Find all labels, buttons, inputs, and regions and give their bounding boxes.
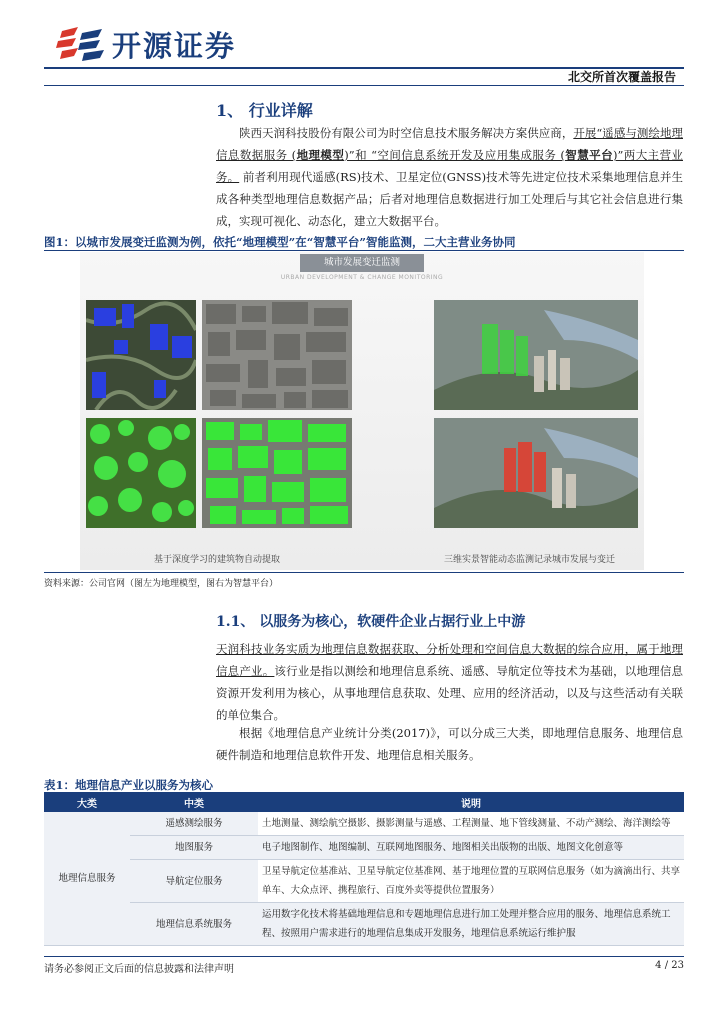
section-paragraph — [216, 122, 683, 232]
table-row — [44, 836, 684, 860]
figure-source: 资料来源：公司官网（图左为地理模型，图右为智慧平台） — [44, 579, 279, 589]
para-bold: 地理模型 — [296, 148, 345, 162]
logo-mark-icon — [56, 27, 108, 63]
table-row — [44, 903, 684, 946]
table-cell-description: 运用数字化技术将基础地理信息和专题地理信息进行加工处理并整合应用的服务、地理信息系统工程、按照用户需求进行的地理信息集成开发服务，地理信息系统运行维护服 — [258, 903, 684, 946]
table-cell-subcategory: 导航定位服务 — [130, 860, 258, 903]
3d-monitor-green-image — [434, 300, 638, 410]
table-header: 大类 — [44, 792, 130, 812]
para-underlined: )”两大主营业务。 — [216, 148, 683, 184]
table-cell-description: 土地测量、测绘航空摄影、摄影测量与遥感、工程测量、地下管线测量、不动产测绘、海洋测绘等 — [258, 812, 684, 836]
logo-text: 开源证券 — [112, 29, 237, 63]
subsection-heading: 1.1、 以服务为核心，软硬件企业占据行业上中游 — [216, 614, 526, 630]
company-logo — [56, 24, 236, 65]
table-cell-subcategory: 地图服务 — [130, 836, 258, 860]
figure-rule — [44, 250, 684, 251]
aerial-gray-image — [202, 300, 352, 410]
para-underlined: )”和 “空间信息系统开发及应用集成服务 ( — [344, 148, 565, 162]
figure-banner: 城市发展变迁监测 — [300, 254, 424, 272]
3d-monitor-red-image — [434, 418, 638, 528]
building-footprint-green-image — [202, 418, 352, 528]
table-cell-description: 卫星导航定位基准站、卫星导航定位基准网、基于地理位置的互联网信息服务（如为滴滴出行、共享单车、大众点评、携程旅行、百度外卖等提供位置服务） — [258, 860, 684, 903]
figure-caption-left: 基于深度学习的建筑物自动提取 — [154, 555, 281, 565]
footer-rule — [44, 956, 684, 957]
table-cell-subcategory: 遥感测绘服务 — [130, 812, 258, 836]
para-text: 陕西天润科技股份有限公司为时空信息技术服务解决方案供应商， — [239, 126, 574, 140]
subsection-paragraph-2: 根据《地理信息产业统计分类(2017)》，可以分成三大类，即地理信息服务、地理信息硬件制造和地理信息软件开发、地理信息相关服务。 — [216, 726, 683, 762]
table-row — [44, 860, 684, 903]
table-header: 说明 — [258, 792, 684, 812]
aerial-green-extraction-image — [86, 418, 196, 528]
page-number: 4 / 23 — [655, 960, 684, 971]
subsection-paragraph-1 — [216, 638, 683, 726]
header-rule-bottom — [44, 85, 684, 86]
industry-table — [44, 792, 684, 946]
table-cell-subcategory: 地理信息系统服务 — [130, 903, 258, 946]
table-row — [44, 812, 684, 836]
footer-disclaimer: 请务必参阅正文后面的信息披露和法律声明 — [44, 964, 234, 975]
figure-subtitle: URBAN DEVELOPMENT & CHANGE MONITORING — [280, 274, 444, 281]
table-cell-category: 地理信息服务 — [44, 812, 130, 946]
para-underlined: 天润科技业务实质为地理信息数据获取、分析处理和空间信息大数据的综合应用，属于地理信息产业。 — [216, 642, 683, 678]
figure-caption-right: 三维实景智能动态监测记录城市发展与变迁 — [444, 555, 616, 565]
section-heading: 1、 行业详解 — [216, 101, 313, 120]
table-title: 表1：地理信息产业以服务为核心 — [44, 778, 213, 792]
figure-image — [80, 252, 644, 570]
para-text: 前者利用现代遥感(RS)技术、卫星定位(GNSS)技术等先进定位技术采集地理信息并生成各种类型地理信息数据产品；后者对地理信息数据进行加工处理后与其它社会信息进行集成，实现可视化、动态化，建立大数据平台。 — [216, 170, 683, 228]
figure-rule-bottom — [44, 572, 684, 573]
aerial-blue-extraction-image — [86, 300, 196, 410]
para-text: 该行业是指以测绘和地理信息系统、遥感、导航定位等技术为基础，以地理信息资源开发利用为核心，从事地理信息获取、处理、应用的经济活动，以及与这些活动有关联的单位集合。 — [216, 664, 684, 722]
para-bold: 智慧平台 — [564, 148, 613, 162]
report-tag: 北交所首次覆盖报告 — [567, 70, 676, 84]
table-cell-description: 电子地图制作、地图编制、互联网地图服务、地图相关出版物的出版、地图文化创意等 — [258, 836, 684, 860]
table-header: 中类 — [130, 792, 258, 812]
figure-title: 图1：以城市发展变迁监测为例，依托“地理模型”在“智慧平台”智能监测，二大主营业务协同 — [44, 235, 516, 249]
para-underlined: 开展“遥感与测绘地理信息数据服务 ( — [216, 126, 683, 162]
